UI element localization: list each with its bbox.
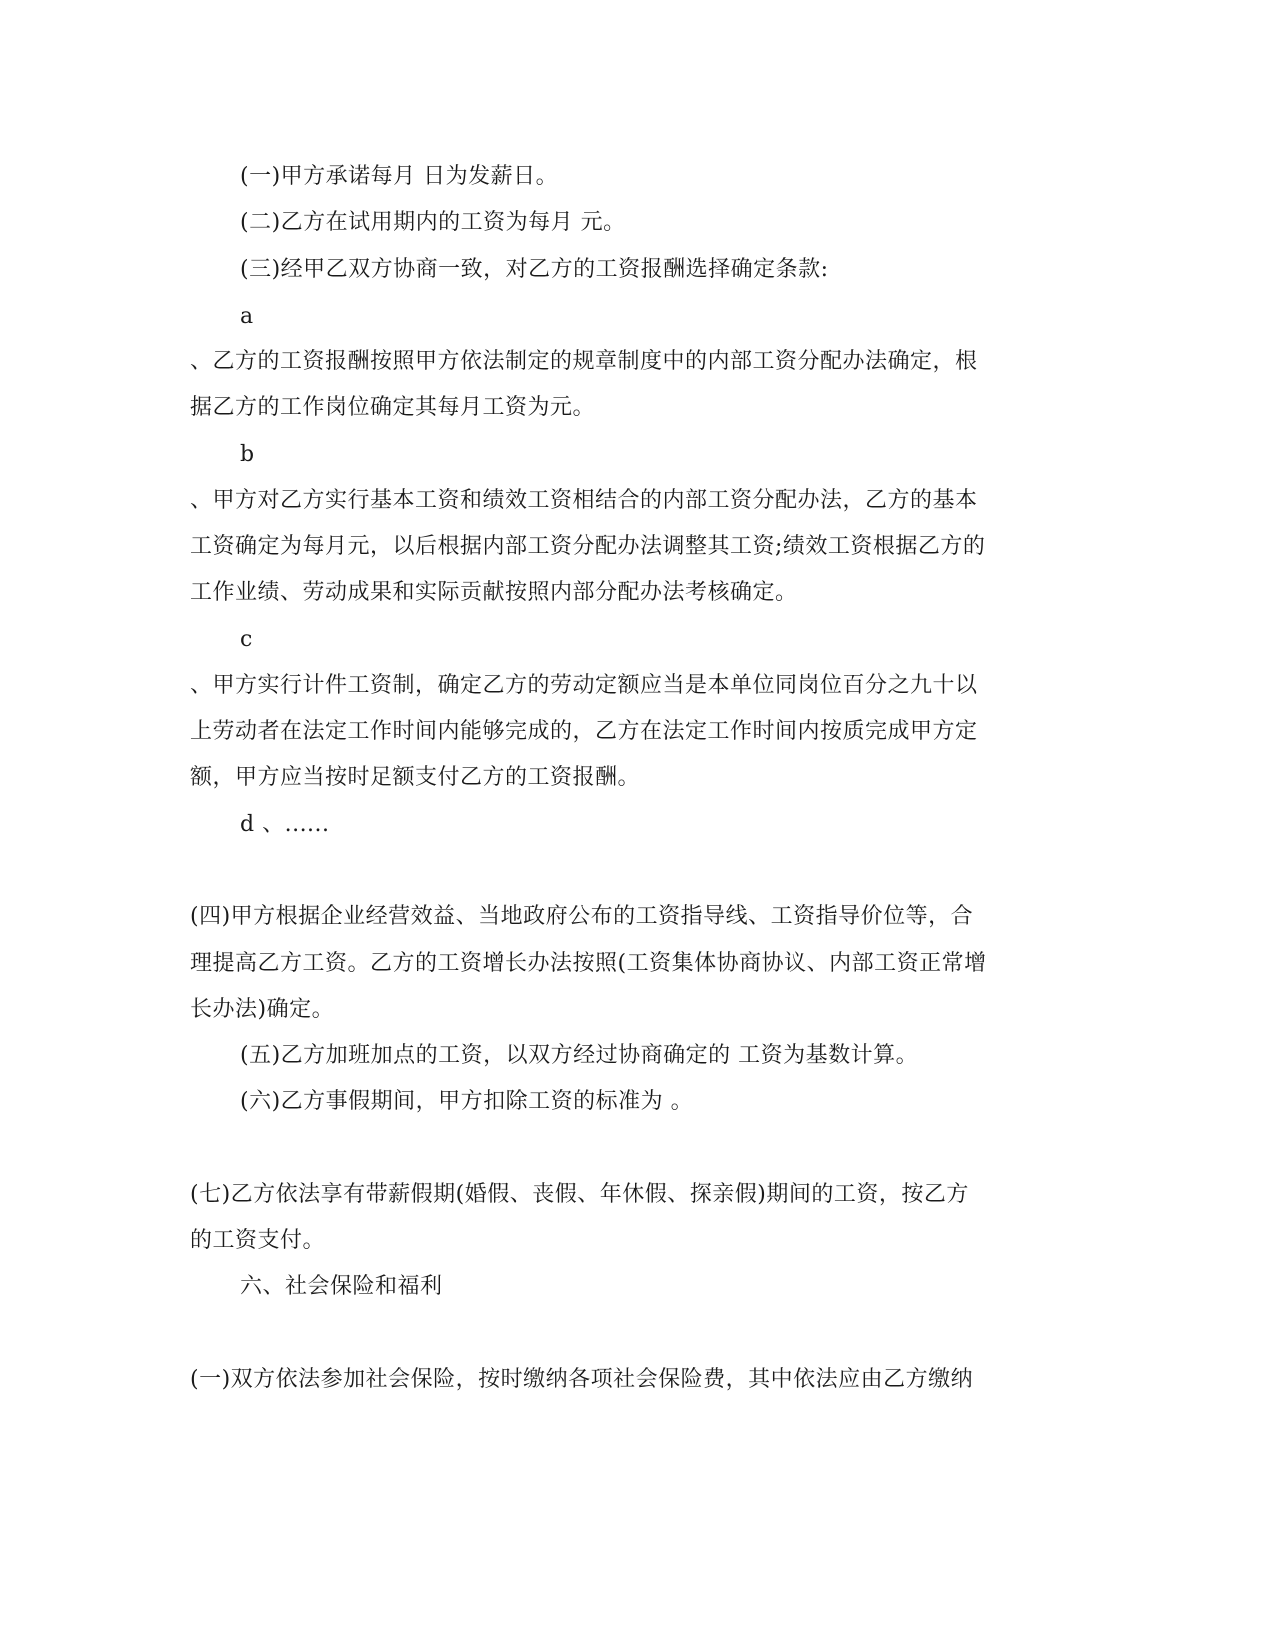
paragraph-line: 、甲方实行计件工资制，确定乙方的劳动定额应当是本单位同岗位百分之九十以 — [190, 673, 978, 698]
paragraph-line: 的工资支付。 — [190, 1228, 326, 1253]
paragraph-line: (六)乙方事假期间，甲方扣除工资的标准为 。 — [240, 1089, 694, 1114]
paragraph-line: (一)双方依法参加社会保险，按时缴纳各项社会保险费，其中依法应由乙方缴纳 — [190, 1367, 974, 1392]
paragraph-line: 长办法)确定。 — [190, 997, 335, 1022]
item-marker: d 、...... — [240, 812, 330, 837]
paragraph-line: (四)甲方根据企业经营效益、当地政府公布的工资指导线、工资指导价位等，合 — [190, 904, 974, 929]
paragraph-line: 额，甲方应当按时足额支付乙方的工资报酬。 — [190, 765, 641, 790]
item-marker: a — [240, 304, 254, 329]
paragraph-line: (七)乙方依法享有带薪假期(婚假、丧假、年休假、探亲假)期间的工资，按乙方 — [190, 1182, 969, 1207]
paragraph-line: 工作业绩、劳动成果和实际贡献按照内部分配办法考核确定。 — [190, 580, 798, 605]
paragraph-line: (三)经甲乙双方协商一致，对乙方的工资报酬选择确定条款: — [240, 257, 829, 282]
paragraph-line: (一)甲方承诺每月 日为发薪日。 — [240, 164, 559, 189]
paragraph-line: 上劳动者在法定工作时间内能够完成的，乙方在法定工作时间内按质完成甲方定 — [190, 719, 978, 744]
paragraph-line: 、甲方对乙方实行基本工资和绩效工资相结合的内部工资分配办法，乙方的基本 — [190, 488, 978, 513]
paragraph-line: 、乙方的工资报酬按照甲方依法制定的规章制度中的内部工资分配办法确定，根 — [190, 349, 978, 374]
item-marker: c — [240, 627, 253, 652]
paragraph-line: 理提高乙方工资。乙方的工资增长办法按照(工资集体协商协议、内部工资正常增 — [190, 951, 987, 976]
paragraph-line: (五)乙方加班加点的工资，以双方经过协商确定的 工资为基数计算。 — [240, 1043, 919, 1068]
paragraph-line: 据乙方的工作岗位确定其每月工资为元。 — [190, 395, 596, 420]
paragraph-line: (二)乙方在试用期内的工资为每月 元。 — [240, 210, 626, 235]
section-heading: 六、社会保险和福利 — [240, 1274, 443, 1299]
item-marker: b — [240, 442, 255, 467]
paragraph-line: 工资确定为每月元，以后根据内部工资分配办法调整其工资;绩效工资根据乙方的 — [190, 534, 986, 559]
